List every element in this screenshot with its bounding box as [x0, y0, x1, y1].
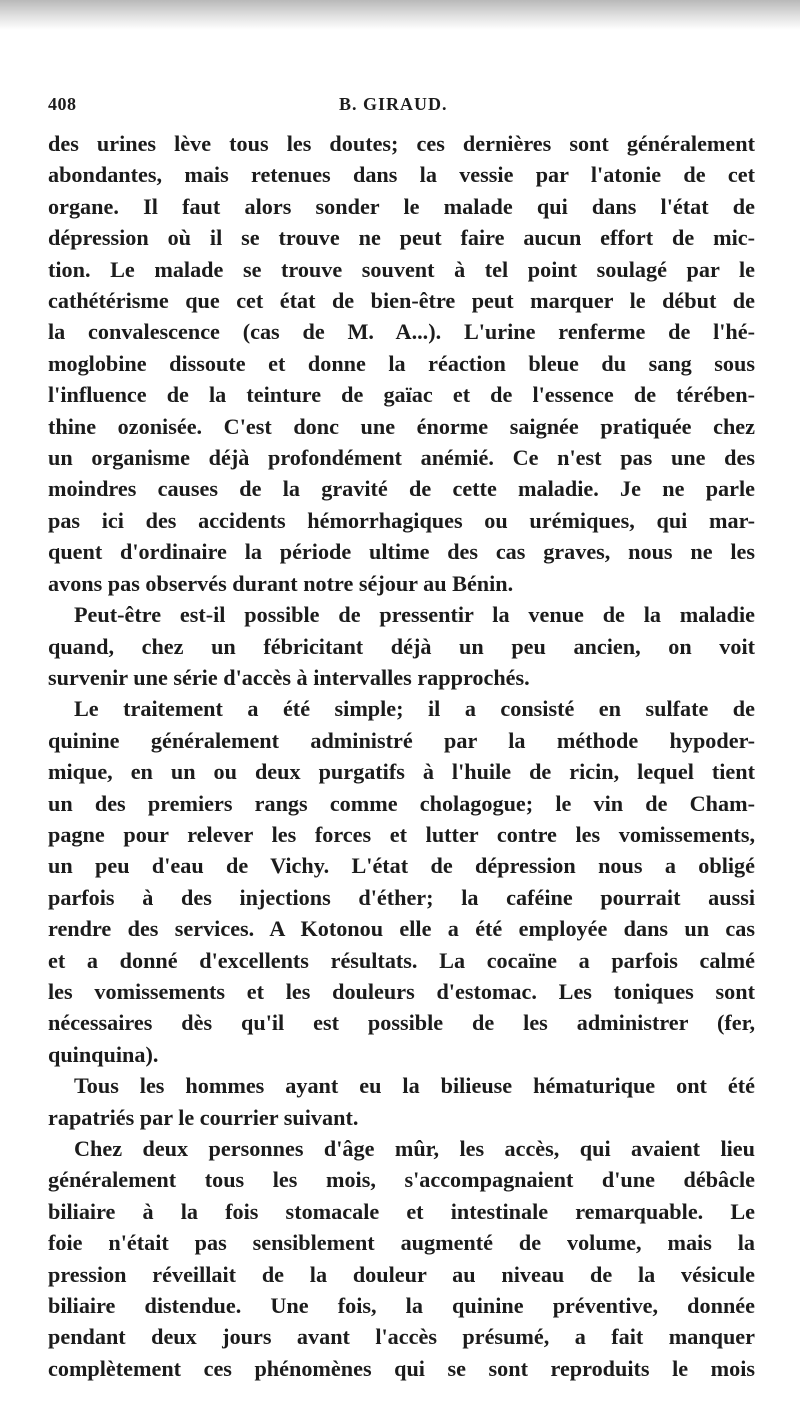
text-line: pagne pour relever les forces et lutter contre les vomissements,: [48, 821, 755, 847]
text-line: un organisme déjà profondément anémié. Ce n'est pas une des: [48, 445, 755, 471]
text-line: pas ici des accidents hémorrhagiques ou urémiques, qui mar-: [48, 507, 755, 533]
text-line: la convalescence (cas de M. A...). L'urine renferme de l'hé-: [48, 319, 755, 345]
text-line: rendre des services. A Kotonou elle a été employée dans un cas: [48, 916, 755, 942]
text-line: quinine généralement administré par la méthode hypoder-: [48, 727, 755, 753]
text-line: rapatriés par le courrier suivant.: [48, 1104, 359, 1130]
text-line: généralement tous les mois, s'accompagnaient d'une débâcle: [48, 1167, 755, 1193]
text-line: nécessaires dès qu'il est possible de les administrer (fer,: [48, 1010, 755, 1036]
body-text: [48, 128, 755, 1384]
text-line: pendant deux jours avant l'accès présumé, a fait manquer: [48, 1324, 755, 1350]
text-line: avons pas observés durant notre séjour au Bénin.: [48, 570, 514, 596]
text-line: parfois à des injections d'éther; la caféine pourrait aussi: [48, 884, 755, 910]
text-line: quinquina).: [48, 1041, 159, 1067]
text-line: l'influence de la teinture de gaïac et de l'essence de térében-: [48, 382, 755, 408]
page-top-edge-shadow: [0, 0, 800, 30]
text-line: un des premiers rangs comme cholagogue; le vin de Cham-: [48, 790, 755, 816]
text-line: biliaire à la fois stomacale et intestinale remarquable. Le: [48, 1198, 755, 1224]
text-line: complètement ces phénomènes qui se sont reproduits le mois: [48, 1355, 755, 1381]
page-number: 408: [48, 94, 77, 114]
text-line: quand, chez un fébricitant déjà un peu ancien, on voit: [48, 633, 755, 659]
text-line: foie n'était pas sensiblement augmenté de volume, mais la: [48, 1230, 755, 1256]
text-line: et a donné d'excellents résultats. La cocaïne a parfois calmé: [48, 947, 755, 973]
text-line: abondantes, mais retenues dans la vessie par l'atonie de cet: [48, 162, 755, 188]
text-line: moglobine dissoute et donne la réaction bleue du sang sous: [48, 350, 755, 376]
text-line: Chez deux personnes d'âge mûr, les accès, qui avaient lieu: [74, 1136, 755, 1161]
text-line: cathétérisme que cet état de bien-être peut marquer le début de: [48, 288, 755, 314]
text-line: dépression où il se trouve ne peut faire aucun effort de mic-: [48, 225, 755, 251]
text-line: Tous les hommes ayant eu la bilieuse hématurique ont été: [74, 1073, 755, 1099]
text-line: des urines lève tous les doutes; ces dernières sont généralement: [48, 131, 755, 156]
text-line: moindres causes de la gravité de cette maladie. Je ne parle: [48, 476, 755, 502]
text-line: un peu d'eau de Vichy. L'état de dépression nous a obligé: [48, 853, 755, 879]
text-line: pression réveillait de la douleur au niveau de la vésicule: [48, 1261, 755, 1287]
text-line: les vomissements et les douleurs d'estomac. Les toniques sont: [48, 978, 755, 1004]
text-line: thine ozonisée. C'est donc une énorme saignée pratiquée chez: [48, 413, 755, 439]
text-line: mique, en un ou deux purgatifs à l'huile de ricin, lequel tient: [48, 759, 755, 785]
text-line: Le traitement a été simple; il a consisté en sulfate de: [74, 696, 755, 722]
text-line: survenir une série d'accès à intervalles rapprochés.: [48, 664, 530, 690]
text-line: biliaire distendue. Une fois, la quinine préventive, donnée: [48, 1293, 755, 1319]
running-title: B. GIRAUD.: [339, 94, 448, 114]
text-line: Peut-être est-il possible de pressentir la venue de la maladie: [74, 602, 755, 628]
text-line: organe. Il faut alors sonder le malade qui dans l'état de: [48, 193, 755, 219]
running-head: [46, 92, 756, 122]
text-line: tion. Le malade se trouve souvent à tel point soulagé par le: [48, 256, 755, 282]
text-line: quent d'ordinaire la période ultime des cas graves, nous ne les: [48, 539, 755, 565]
